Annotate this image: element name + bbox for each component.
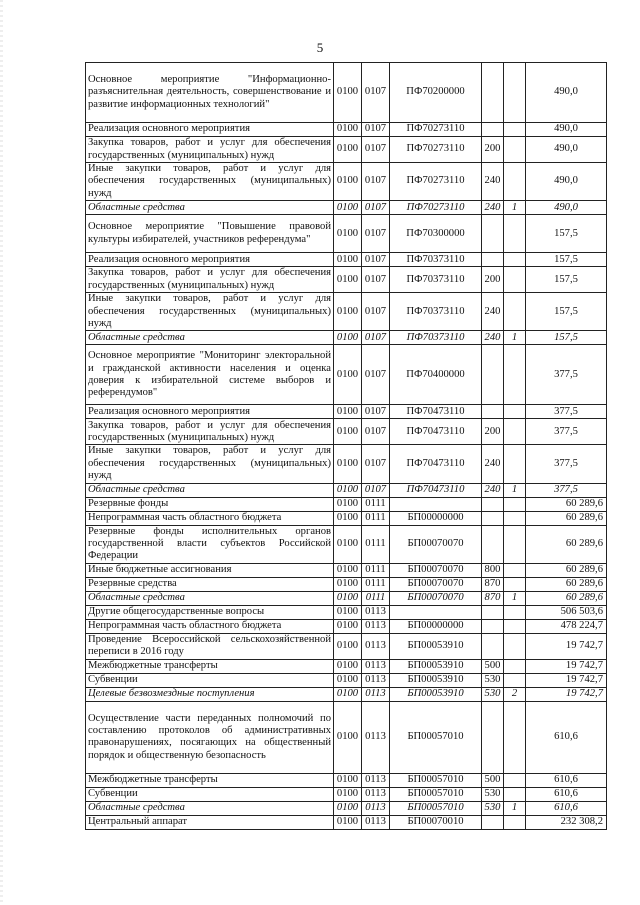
table-row xyxy=(86,293,607,331)
row-subsection-code: 0111 xyxy=(362,511,390,525)
row-section-code: 0100 xyxy=(334,591,362,605)
budget-table-body xyxy=(86,63,607,830)
row-funding-source: 1 xyxy=(504,801,526,815)
row-section-code: 0100 xyxy=(334,445,362,483)
row-subsection-code: 0113 xyxy=(362,619,390,633)
row-expense-type: 240 xyxy=(482,293,504,331)
row-amount: 610,6 xyxy=(526,787,607,801)
row-subsection-code: 0107 xyxy=(362,293,390,331)
row-expense-type: 500 xyxy=(482,659,504,673)
row-name: Резервные средства xyxy=(86,577,334,591)
row-subsection-code: 0107 xyxy=(362,267,390,293)
row-section-code: 0100 xyxy=(334,687,362,701)
row-expense-type xyxy=(482,619,504,633)
row-target-article: БП00070010 xyxy=(390,815,482,829)
row-expense-type: 240 xyxy=(482,331,504,345)
row-name: Другие общегосударственные вопросы xyxy=(86,605,334,619)
row-amount: 377,5 xyxy=(526,483,607,497)
row-amount: 157,5 xyxy=(526,331,607,345)
row-funding-source xyxy=(504,619,526,633)
row-funding-source xyxy=(504,787,526,801)
row-funding-source: 1 xyxy=(504,331,526,345)
row-section-code: 0100 xyxy=(334,787,362,801)
row-expense-type xyxy=(482,815,504,829)
row-target-article: ПФ70473110 xyxy=(390,405,482,419)
row-target-article: БП00070070 xyxy=(390,563,482,577)
row-name: Реализация основного мероприятия xyxy=(86,253,334,267)
row-amount: 377,5 xyxy=(526,345,607,405)
row-section-code: 0100 xyxy=(334,163,362,201)
table-row xyxy=(86,137,607,163)
row-expense-type: 870 xyxy=(482,591,504,605)
row-name: Проведение Всероссийской сельскохозяйственной переписи в 2016 году xyxy=(86,633,334,659)
row-subsection-code: 0113 xyxy=(362,701,390,773)
row-funding-source xyxy=(504,701,526,773)
table-row xyxy=(86,787,607,801)
row-expense-type: 200 xyxy=(482,137,504,163)
row-expense-type xyxy=(482,511,504,525)
row-name: Иные закупки товаров, работ и услуг для обеспечения государственных (муниципальных) нужд xyxy=(86,445,334,483)
row-expense-type: 500 xyxy=(482,773,504,787)
row-expense-type: 530 xyxy=(482,801,504,815)
row-target-article: ПФ70273110 xyxy=(390,201,482,215)
table-row xyxy=(86,673,607,687)
row-amount: 60 289,6 xyxy=(526,591,607,605)
row-section-code: 0100 xyxy=(334,619,362,633)
row-target-article: ПФ70473110 xyxy=(390,483,482,497)
row-funding-source xyxy=(504,445,526,483)
row-target-article: ПФ70200000 xyxy=(390,63,482,123)
row-amount: 506 503,6 xyxy=(526,605,607,619)
row-funding-source xyxy=(504,419,526,445)
row-amount: 19 742,7 xyxy=(526,673,607,687)
table-row xyxy=(86,201,607,215)
row-amount: 490,0 xyxy=(526,163,607,201)
row-funding-source xyxy=(504,673,526,687)
row-funding-source xyxy=(504,815,526,829)
row-funding-source xyxy=(504,497,526,511)
row-amount: 157,5 xyxy=(526,267,607,293)
row-target-article xyxy=(390,605,482,619)
table-row xyxy=(86,419,607,445)
row-name: Резервные фонды xyxy=(86,497,334,511)
row-name: Областные средства xyxy=(86,801,334,815)
row-amount: 19 742,7 xyxy=(526,687,607,701)
row-subsection-code: 0107 xyxy=(362,331,390,345)
row-name: Целевые безвозмездные поступления xyxy=(86,687,334,701)
row-name: Межбюджетные трансферты xyxy=(86,773,334,787)
row-section-code: 0100 xyxy=(334,701,362,773)
row-target-article: ПФ70273110 xyxy=(390,137,482,163)
table-row xyxy=(86,215,607,253)
row-section-code: 0100 xyxy=(334,331,362,345)
row-funding-source xyxy=(504,253,526,267)
row-expense-type xyxy=(482,345,504,405)
row-expense-type: 240 xyxy=(482,201,504,215)
row-funding-source xyxy=(504,293,526,331)
row-section-code: 0100 xyxy=(334,605,362,619)
row-name: Субвенции xyxy=(86,787,334,801)
row-subsection-code: 0107 xyxy=(362,63,390,123)
row-expense-type: 200 xyxy=(482,267,504,293)
row-funding-source xyxy=(504,163,526,201)
table-row xyxy=(86,345,607,405)
row-section-code: 0100 xyxy=(334,215,362,253)
row-subsection-code: 0113 xyxy=(362,801,390,815)
row-target-article: ПФ70373110 xyxy=(390,267,482,293)
row-target-article: БП00053910 xyxy=(390,687,482,701)
row-name: Закупка товаров, работ и услуг для обеспечения государственных (муниципальных) нужд xyxy=(86,419,334,445)
row-funding-source xyxy=(504,215,526,253)
row-subsection-code: 0107 xyxy=(362,253,390,267)
row-subsection-code: 0107 xyxy=(362,405,390,419)
row-section-code: 0100 xyxy=(334,525,362,563)
row-amount: 377,5 xyxy=(526,419,607,445)
row-subsection-code: 0113 xyxy=(362,687,390,701)
row-target-article: БП00000000 xyxy=(390,619,482,633)
row-section-code: 0100 xyxy=(334,483,362,497)
row-target-article: ПФ70273110 xyxy=(390,163,482,201)
row-expense-type: 200 xyxy=(482,419,504,445)
row-amount: 490,0 xyxy=(526,137,607,163)
table-row xyxy=(86,605,607,619)
row-subsection-code: 0107 xyxy=(362,163,390,201)
row-target-article: БП00000000 xyxy=(390,511,482,525)
table-row xyxy=(86,633,607,659)
row-name: Осуществление части переданных полномочий по составлению протоколов об административных правонарушениях, посягающих на общественный порядок и общественную безопасность xyxy=(86,701,334,773)
table-row xyxy=(86,701,607,773)
row-name: Межбюджетные трансферты xyxy=(86,659,334,673)
row-name: Основное мероприятие "Информационно-разъяснительная деятельность, совершенствование и развитие информационных технологий" xyxy=(86,63,334,123)
table-row xyxy=(86,577,607,591)
row-subsection-code: 0113 xyxy=(362,673,390,687)
row-subsection-code: 0107 xyxy=(362,137,390,163)
table-row xyxy=(86,659,607,673)
row-amount: 60 289,6 xyxy=(526,563,607,577)
row-section-code: 0100 xyxy=(334,673,362,687)
row-funding-source xyxy=(504,345,526,405)
row-amount: 610,6 xyxy=(526,801,607,815)
row-expense-type: 870 xyxy=(482,577,504,591)
row-section-code: 0100 xyxy=(334,773,362,787)
row-funding-source xyxy=(504,563,526,577)
row-section-code: 0100 xyxy=(334,137,362,163)
row-subsection-code: 0113 xyxy=(362,773,390,787)
row-subsection-code: 0107 xyxy=(362,201,390,215)
row-section-code: 0100 xyxy=(334,633,362,659)
row-amount: 157,5 xyxy=(526,215,607,253)
row-name: Основное мероприятие "Повышение правовой культуры избирателей, участников референдума" xyxy=(86,215,334,253)
row-target-article: БП00057010 xyxy=(390,773,482,787)
row-expense-type xyxy=(482,525,504,563)
row-subsection-code: 0113 xyxy=(362,659,390,673)
row-target-article: ПФ70373110 xyxy=(390,331,482,345)
row-expense-type xyxy=(482,123,504,137)
row-name: Непрограммная часть областного бюджета xyxy=(86,619,334,633)
row-amount: 157,5 xyxy=(526,293,607,331)
row-expense-type xyxy=(482,497,504,511)
row-expense-type xyxy=(482,63,504,123)
row-section-code: 0100 xyxy=(334,123,362,137)
row-section-code: 0100 xyxy=(334,577,362,591)
row-subsection-code: 0107 xyxy=(362,345,390,405)
row-funding-source: 1 xyxy=(504,201,526,215)
row-expense-type: 530 xyxy=(482,687,504,701)
row-expense-type xyxy=(482,605,504,619)
row-target-article: ПФ70473110 xyxy=(390,445,482,483)
row-funding-source xyxy=(504,659,526,673)
row-subsection-code: 0113 xyxy=(362,633,390,659)
row-subsection-code: 0107 xyxy=(362,445,390,483)
row-section-code: 0100 xyxy=(334,419,362,445)
row-target-article: БП00053910 xyxy=(390,659,482,673)
table-row xyxy=(86,687,607,701)
row-amount: 60 289,6 xyxy=(526,497,607,511)
row-section-code: 0100 xyxy=(334,345,362,405)
row-amount: 232 308,2 xyxy=(526,815,607,829)
row-amount: 610,6 xyxy=(526,701,607,773)
row-subsection-code: 0111 xyxy=(362,577,390,591)
row-subsection-code: 0107 xyxy=(362,123,390,137)
row-target-article: ПФ70373110 xyxy=(390,293,482,331)
table-row xyxy=(86,267,607,293)
row-name: Закупка товаров, работ и услуг для обеспечения государственных (муниципальных) нужд xyxy=(86,137,334,163)
row-amount: 377,5 xyxy=(526,405,607,419)
table-row xyxy=(86,163,607,201)
row-amount: 610,6 xyxy=(526,773,607,787)
row-name: Областные средства xyxy=(86,201,334,215)
row-expense-type: 800 xyxy=(482,563,504,577)
row-amount: 377,5 xyxy=(526,445,607,483)
row-name: Иные бюджетные ассигнования xyxy=(86,563,334,577)
row-subsection-code: 0111 xyxy=(362,497,390,511)
row-target-article: БП00070070 xyxy=(390,577,482,591)
row-name: Реализация основного мероприятия xyxy=(86,123,334,137)
row-section-code: 0100 xyxy=(334,267,362,293)
row-target-article: ПФ70373110 xyxy=(390,253,482,267)
row-amount: 490,0 xyxy=(526,123,607,137)
row-funding-source xyxy=(504,267,526,293)
row-target-article: ПФ70473110 xyxy=(390,419,482,445)
row-subsection-code: 0111 xyxy=(362,525,390,563)
row-target-article: БП00053910 xyxy=(390,633,482,659)
table-row xyxy=(86,497,607,511)
row-amount: 60 289,6 xyxy=(526,577,607,591)
table-row xyxy=(86,253,607,267)
budget-table xyxy=(85,62,607,830)
row-section-code: 0100 xyxy=(334,511,362,525)
row-section-code: 0100 xyxy=(334,497,362,511)
row-name: Реализация основного мероприятия xyxy=(86,405,334,419)
row-funding-source: 2 xyxy=(504,687,526,701)
row-amount: 19 742,7 xyxy=(526,633,607,659)
row-funding-source: 1 xyxy=(504,483,526,497)
row-name: Областные средства xyxy=(86,483,334,497)
table-row xyxy=(86,483,607,497)
row-target-article: ПФ70273110 xyxy=(390,123,482,137)
row-name: Иные закупки товаров, работ и услуг для обеспечения государственных (муниципальных) нужд xyxy=(86,293,334,331)
row-expense-type xyxy=(482,253,504,267)
row-name: Иные закупки товаров, работ и услуг для обеспечения государственных (муниципальных) нужд xyxy=(86,163,334,201)
row-section-code: 0100 xyxy=(334,293,362,331)
row-amount: 19 742,7 xyxy=(526,659,607,673)
table-row xyxy=(86,619,607,633)
row-target-article: БП00057010 xyxy=(390,787,482,801)
row-target-article: ПФ70300000 xyxy=(390,215,482,253)
table-row xyxy=(86,405,607,419)
row-expense-type: 530 xyxy=(482,787,504,801)
row-target-article: ПФ70400000 xyxy=(390,345,482,405)
row-amount: 490,0 xyxy=(526,63,607,123)
row-amount: 478 224,7 xyxy=(526,619,607,633)
row-name: Непрограммная часть областного бюджета xyxy=(86,511,334,525)
row-section-code: 0100 xyxy=(334,801,362,815)
table-row xyxy=(86,801,607,815)
row-target-article: БП00057010 xyxy=(390,701,482,773)
row-expense-type: 240 xyxy=(482,163,504,201)
row-funding-source xyxy=(504,405,526,419)
row-section-code: 0100 xyxy=(334,201,362,215)
row-subsection-code: 0107 xyxy=(362,483,390,497)
row-funding-source xyxy=(504,123,526,137)
row-target-article xyxy=(390,497,482,511)
table-row xyxy=(86,511,607,525)
row-name: Областные средства xyxy=(86,331,334,345)
row-subsection-code: 0113 xyxy=(362,605,390,619)
table-row xyxy=(86,815,607,829)
row-section-code: 0100 xyxy=(334,815,362,829)
row-section-code: 0100 xyxy=(334,659,362,673)
row-section-code: 0100 xyxy=(334,405,362,419)
row-subsection-code: 0113 xyxy=(362,815,390,829)
row-expense-type: 240 xyxy=(482,483,504,497)
row-amount: 60 289,6 xyxy=(526,525,607,563)
table-row xyxy=(86,525,607,563)
row-section-code: 0100 xyxy=(334,563,362,577)
table-row xyxy=(86,563,607,577)
row-funding-source xyxy=(504,605,526,619)
row-section-code: 0100 xyxy=(334,63,362,123)
table-row xyxy=(86,63,607,123)
row-target-article: БП00070070 xyxy=(390,591,482,605)
row-expense-type: 240 xyxy=(482,445,504,483)
scan-edge-artifact xyxy=(0,0,3,905)
row-name: Закупка товаров, работ и услуг для обеспечения государственных (муниципальных) нужд xyxy=(86,267,334,293)
row-funding-source xyxy=(504,633,526,659)
page-number: 5 xyxy=(316,40,324,55)
table-row xyxy=(86,445,607,483)
row-funding-source xyxy=(504,577,526,591)
row-funding-source: 1 xyxy=(504,591,526,605)
table-row xyxy=(86,331,607,345)
row-subsection-code: 0107 xyxy=(362,215,390,253)
row-name: Резервные фонды исполнительных органов государственной власти субъектов Российской Федерации xyxy=(86,525,334,563)
row-section-code: 0100 xyxy=(334,253,362,267)
row-subsection-code: 0111 xyxy=(362,563,390,577)
row-target-article: БП00070070 xyxy=(390,525,482,563)
row-subsection-code: 0107 xyxy=(362,419,390,445)
row-amount: 60 289,6 xyxy=(526,511,607,525)
row-amount: 490,0 xyxy=(526,201,607,215)
row-target-article: БП00053910 xyxy=(390,673,482,687)
row-funding-source xyxy=(504,511,526,525)
row-expense-type xyxy=(482,405,504,419)
row-funding-source xyxy=(504,525,526,563)
row-name: Областные средства xyxy=(86,591,334,605)
row-funding-source xyxy=(504,63,526,123)
row-amount: 157,5 xyxy=(526,253,607,267)
table-row xyxy=(86,773,607,787)
row-subsection-code: 0113 xyxy=(362,787,390,801)
row-name: Основное мероприятие "Мониторинг электоральной и гражданской активности населения и оценка доверия к избирательной системе выборов и референдумов" xyxy=(86,345,334,405)
row-name: Центральный аппарат xyxy=(86,815,334,829)
row-name: Субвенции xyxy=(86,673,334,687)
row-expense-type: 530 xyxy=(482,673,504,687)
table-row xyxy=(86,591,607,605)
row-subsection-code: 0111 xyxy=(362,591,390,605)
row-funding-source xyxy=(504,137,526,163)
row-expense-type xyxy=(482,215,504,253)
row-expense-type xyxy=(482,633,504,659)
row-funding-source xyxy=(504,773,526,787)
table-row xyxy=(86,123,607,137)
row-expense-type xyxy=(482,701,504,773)
row-target-article: БП00057010 xyxy=(390,801,482,815)
